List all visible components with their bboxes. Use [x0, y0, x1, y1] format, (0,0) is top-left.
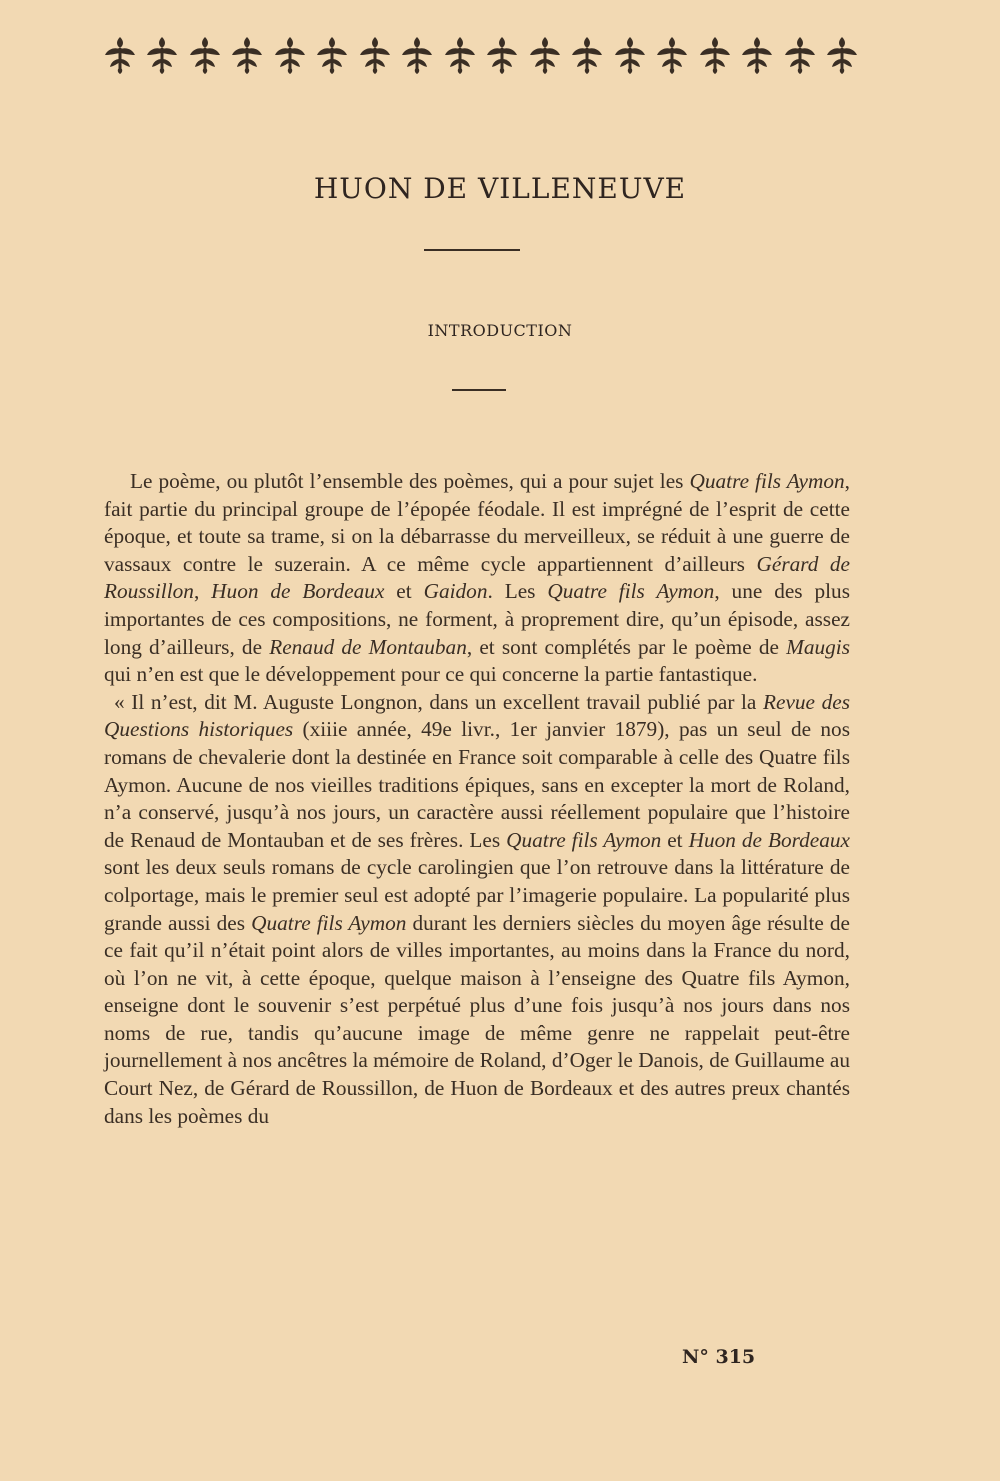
italic-title: Quatre fils Aymon: [689, 469, 845, 493]
text-run: , une des plus importantes de ces compositions, ne forment, à proprement dire, qu’un épisode, assez long d’ailleurs, de: [104, 579, 850, 659]
fleuron-icon: [782, 35, 818, 75]
fleuron-icon: [187, 35, 223, 75]
text-run: Le poème, ou plutôt l’ensemble des poèmes, qui a pour sujet les: [130, 469, 690, 493]
fleuron-icon: [527, 35, 563, 75]
fleuron-icon: [697, 35, 733, 75]
section-divider: [452, 389, 506, 391]
fleuron-icon: [272, 35, 308, 75]
paragraph-2: [104, 689, 850, 1131]
text-run: . Les: [487, 579, 548, 604]
fleuron-icon: [357, 35, 393, 75]
title-divider: [424, 249, 520, 251]
text-run: , fait partie du principal groupe de l’épopée féodale. Il est imprégné de l’esprit de cette époque, et toute sa trame, si on la débarrasse du merveilleux, se réduit à une guerre de vassaux contre le suzerain. A ce même cycle appartiennent d’ailleurs: [104, 469, 850, 576]
ornamental-border: [102, 34, 860, 76]
fleuron-icon: [144, 35, 180, 75]
fleuron-icon: [654, 35, 690, 75]
fleuron-icon: [314, 35, 350, 75]
fleuron-icon: [442, 35, 478, 75]
body-text: [104, 468, 850, 1130]
text-run: (xiiie année, 49e livr., 1er janvier 1879), pas un seul de nos romans de chevalerie dont la destinée en France soit comparable à celle des Quatre fils Aymon. Aucune de nos vieilles traditions épiques, sans en excepter la mort de Roland, n’a conservé, jusqu’à nos jours, un caractère aussi réellement populaire que l’histoire de Renaud de Montauban et de ses frères. Les: [104, 717, 850, 852]
italic-title: Quatre fils Aymon: [251, 910, 407, 935]
fleuron-icon: [484, 35, 520, 75]
italic-title: Gaidon: [423, 579, 488, 604]
italic-title: Huon de Bordeaux: [688, 827, 850, 852]
italic-title: Revue des Questions historiques: [104, 689, 850, 742]
italic-title: Quatre fils Aymon: [506, 827, 662, 852]
italic-title: Renaud de Montauban: [269, 634, 467, 659]
text-run: « Il n’est, dit M. Auguste Longnon, dans un excellent travail publié par la: [114, 689, 763, 714]
text-run: , et sont complétés par le poème de: [466, 634, 787, 659]
italic-title: Huon de Bordeaux: [211, 579, 385, 604]
italic-title: Quatre fils Aymon: [547, 579, 715, 604]
italic-title: Gérard de Roussillon: [104, 551, 850, 604]
fleuron-icon: [229, 35, 265, 75]
page-number: N° 315: [682, 1346, 756, 1368]
fleuron-icon: [824, 35, 860, 75]
text-run: qui n’en est que le développement pour ce qui concerne la partie fantastique.: [104, 662, 758, 687]
page-title: HUON DE VILLENEUVE: [313, 172, 687, 205]
text-run: et: [661, 827, 689, 852]
text-run: sont les deux seuls romans de cycle carolingien que l’on retrouve dans la littérature de colportage, mais le premier seul est adopté par l’imagerie populaire. La popularité plus grande aussi des: [104, 855, 850, 935]
paragraph-1: [104, 468, 850, 689]
text-run: ,: [193, 579, 212, 604]
text-run: durant les derniers siècles du moyen âge résulte de ce fait qu’il n’était point alors de villes importantes, au moins dans la France du nord, où l’on ne vit, à cette époque, quelque maison à l’enseigne des Quatre fils Aymon, enseigne dont le souvenir s’est perpétué plus d’une fois jusqu’à nos jours dans nos noms de rue, tandis qu’aucune image de même genre ne rappelait peut-être journellement à nos ancêtres la mémoire de Roland, d’Oger le Danois, de Guillaume au Court Nez, de Gérard de Roussillon, de Huon de Bordeaux et des autres preux chantés dans les poèmes du: [104, 910, 851, 1128]
fleuron-icon: [739, 35, 775, 75]
italic-title: Maugis: [786, 634, 850, 659]
text-run: et: [384, 579, 424, 604]
section-heading: INTRODUCTION: [427, 321, 573, 340]
fleuron-icon: [612, 35, 648, 75]
fleuron-icon: [399, 35, 435, 75]
fleuron-icon: [102, 35, 138, 75]
fleuron-icon: [569, 35, 605, 75]
